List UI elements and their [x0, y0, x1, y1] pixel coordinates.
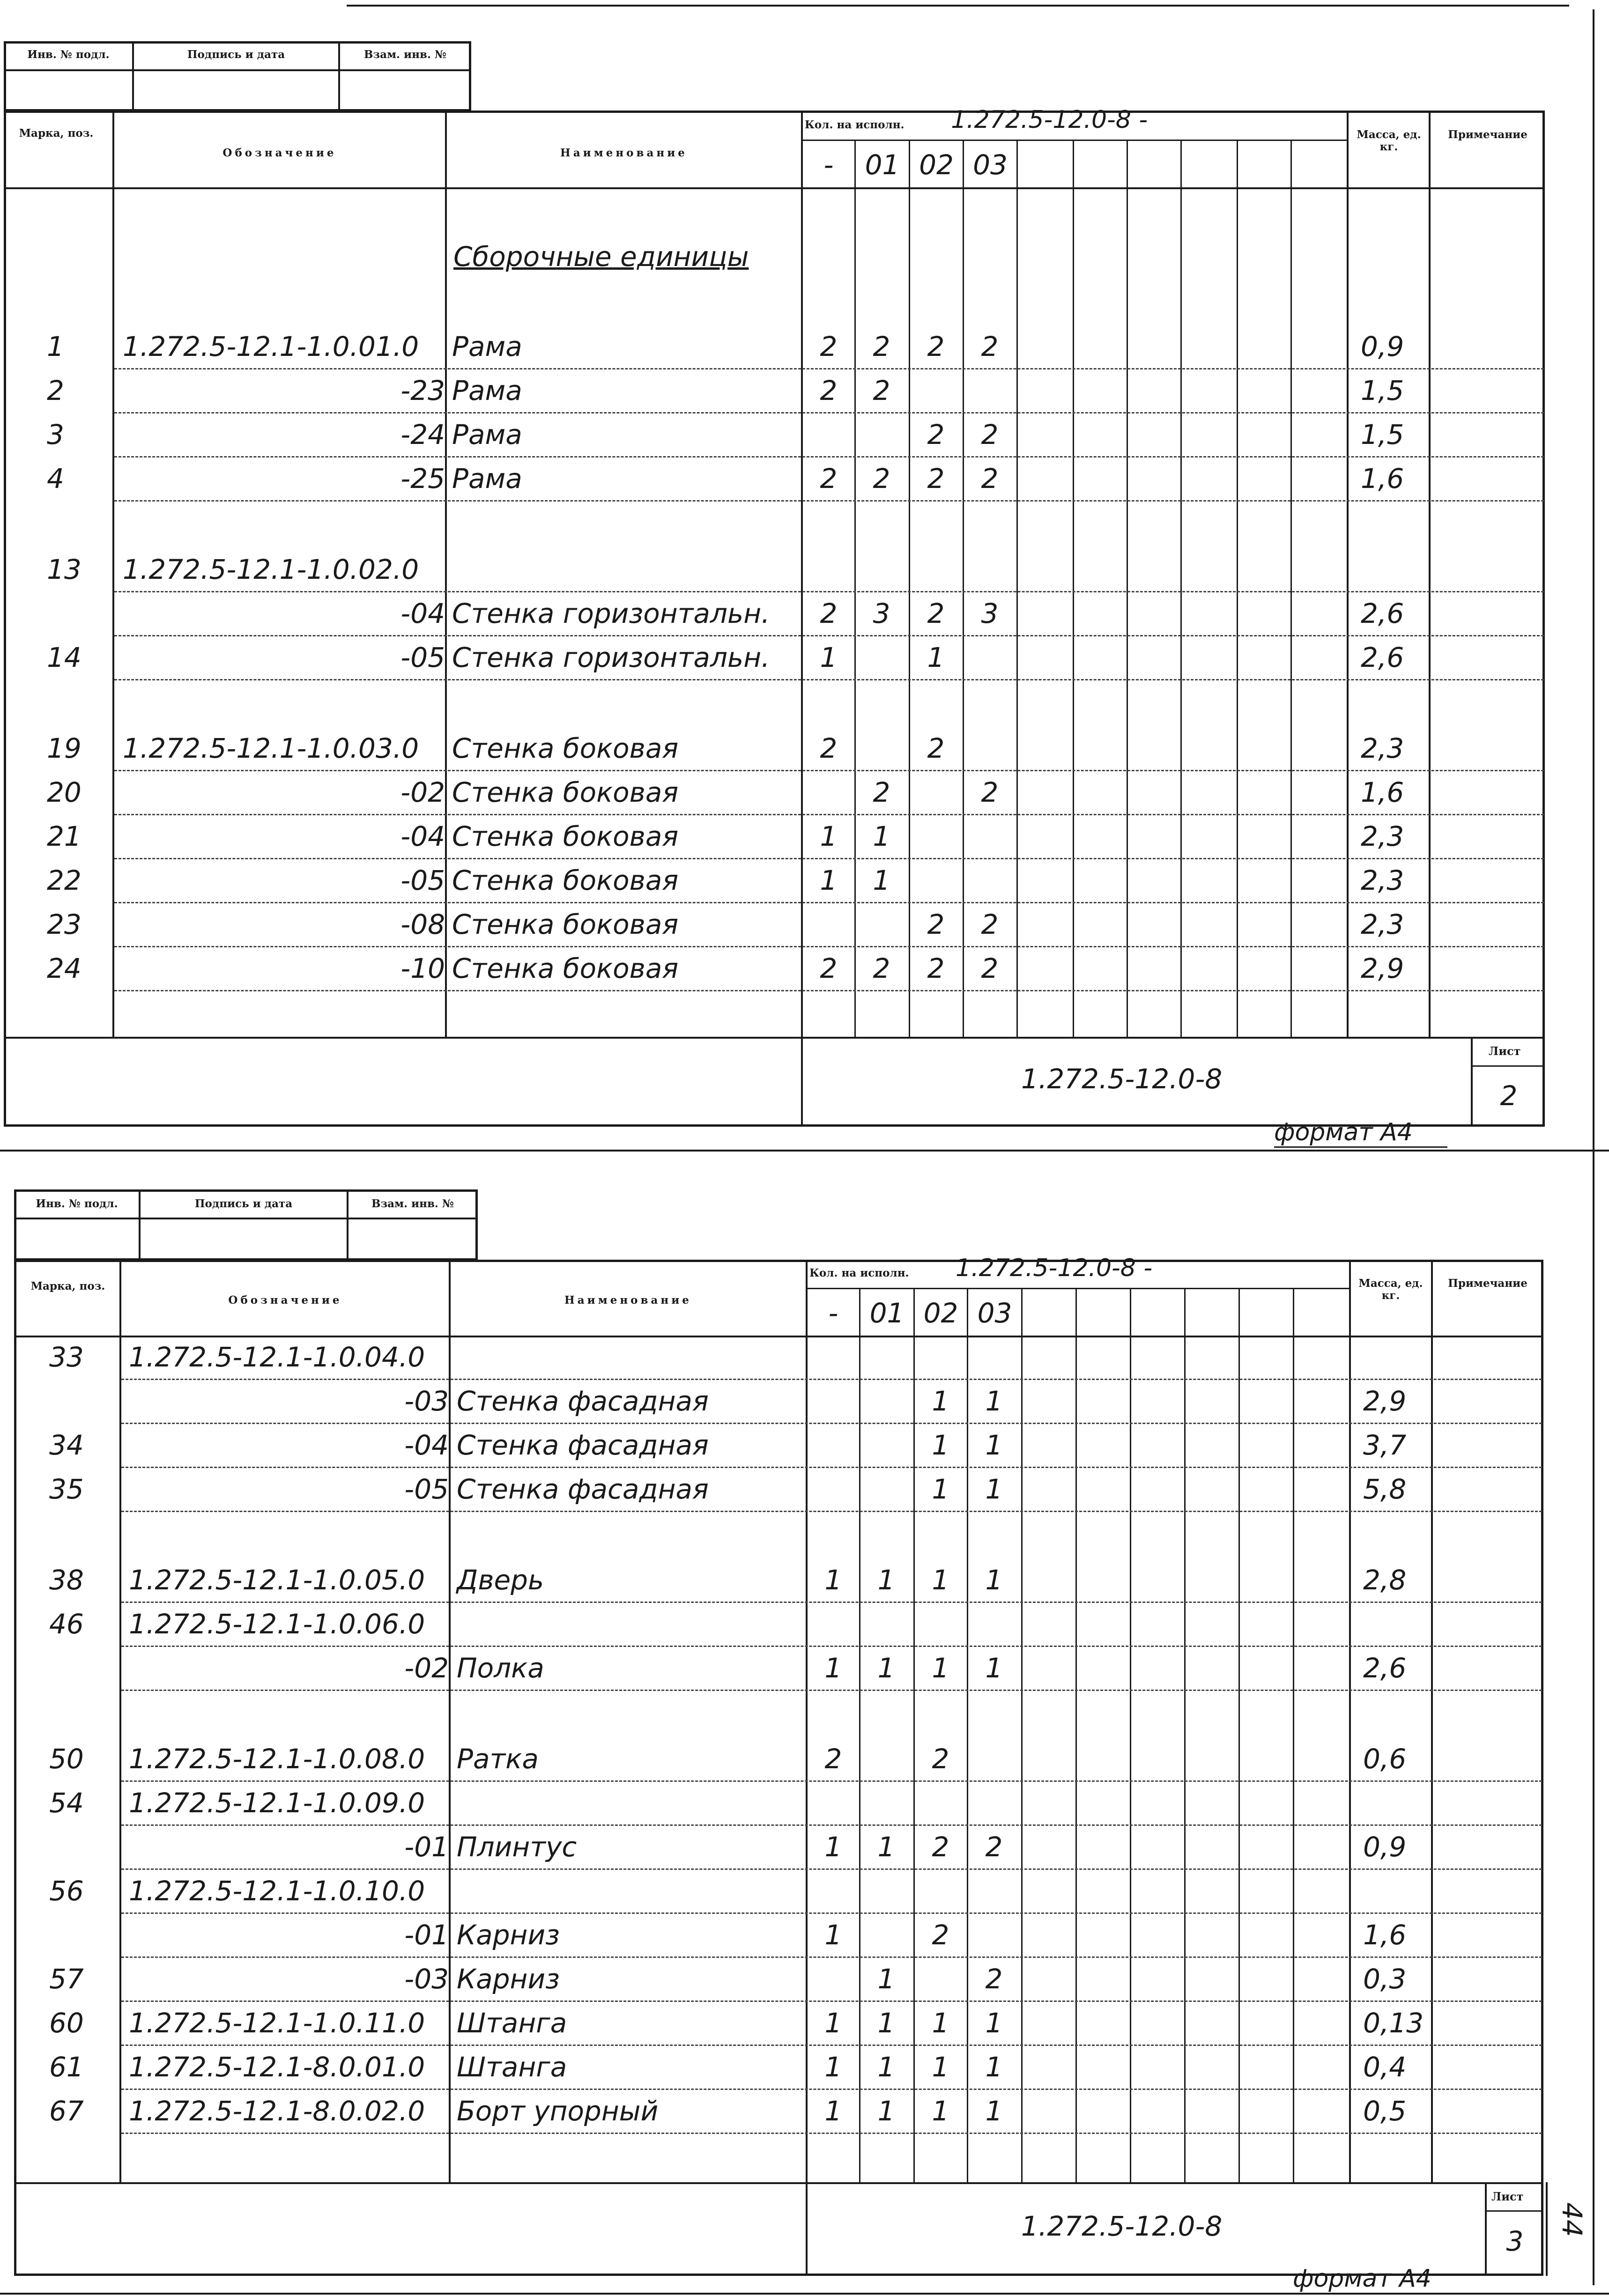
table-row [0, 774, 1609, 816]
row-mark: 56 [49, 1875, 84, 1907]
table-row [0, 1784, 1609, 1826]
row-mark: 20 [47, 776, 82, 808]
header-qty: Кол. на исполн. [805, 118, 905, 131]
row-mark: 33 [49, 1341, 84, 1373]
row-code: 1.272.5-12.1-1.0.09.0 [129, 1787, 425, 1819]
row-qty-3: 2 [985, 1831, 1003, 1863]
row-qty-1: 1 [877, 1564, 895, 1596]
table-row [0, 328, 1609, 370]
header-designation-2: Обозначение [228, 1294, 342, 1307]
table-row [0, 1872, 1609, 1914]
row-name: Полка [457, 1652, 544, 1684]
row-code: 1.272.5-12.1-1.0.08.0 [129, 1743, 425, 1775]
table-row [0, 1426, 1609, 1469]
table-row [0, 950, 1609, 992]
row-qty-2: 1 [932, 1429, 949, 1461]
row-qty-1: 3 [873, 598, 890, 629]
doc-code-1: 1.272.5-12.0-8 [1021, 1063, 1223, 1095]
table-row [0, 639, 1609, 681]
header-designation: Обозначение [222, 147, 337, 159]
row-qty-2: 2 [932, 1743, 949, 1775]
row-qty-2: 2 [927, 463, 945, 495]
row-code: 1.272.5-12.1-8.0.02.0 [129, 2095, 425, 2127]
table-row [0, 1382, 1609, 1425]
row-qty-2: 1 [932, 1564, 949, 1596]
row-name: Борт упорный [457, 2095, 659, 2127]
row-mass: 2,3 [1361, 864, 1404, 896]
table-row [0, 1828, 1609, 1870]
row-qty-3: 2 [981, 776, 999, 808]
row-code-suffix: -03 [404, 1963, 449, 1995]
row-qty-1: 2 [873, 952, 890, 984]
table-row [0, 906, 1609, 948]
header-qty-code: 1.272.5-12.0-8 - [951, 106, 1148, 134]
row-mass: 1,5 [1361, 375, 1404, 406]
table-row [0, 818, 1609, 860]
header-mass-2: Масса, ед. кг. [1358, 1277, 1423, 1302]
row-qty-1: 2 [873, 375, 890, 406]
row-qty-1: 1 [873, 820, 890, 852]
row-qty-0: 2 [820, 331, 838, 362]
row-qty-0: 1 [820, 820, 838, 852]
row-mass: 2,6 [1361, 642, 1404, 673]
row-name: Стенка боковая [452, 732, 679, 764]
row-qty-1: 2 [873, 776, 890, 808]
row-mass: 0,3 [1363, 1963, 1407, 1995]
row-name: Стенка боковая [452, 820, 679, 852]
row-code-suffix: -05 [400, 864, 445, 896]
row-qty-0: 1 [824, 1919, 842, 1951]
row-qty-3: 1 [985, 2051, 1003, 2083]
row-qty-0: 1 [824, 2007, 842, 2039]
header-mark: Марка, поз. [19, 127, 94, 140]
row-qty-1: 1 [877, 1652, 895, 1684]
table-row [0, 551, 1609, 593]
variant-01: 01 [865, 149, 900, 181]
row-mass: 1,6 [1363, 1919, 1407, 1951]
row-code: 1.272.5-12.1-1.0.05.0 [129, 1564, 425, 1596]
row-code: 1.272.5-12.1-8.0.01.0 [129, 2051, 425, 2083]
header-mark-2: Марка, поз. [30, 1280, 105, 1292]
row-qty-2: 1 [932, 1385, 949, 1417]
row-mass: 0,4 [1363, 2051, 1407, 2083]
row-name: Стенка боковая [452, 776, 679, 808]
row-name: Рама [452, 375, 522, 406]
row-mark: 35 [49, 1473, 84, 1505]
row-qty-1: 2 [873, 331, 890, 362]
row-mark: 46 [49, 1608, 84, 1640]
row-qty-3: 1 [985, 2095, 1003, 2127]
row-name: Карниз [457, 1963, 560, 1995]
table-row [0, 2048, 1609, 2090]
row-mass: 1,6 [1361, 776, 1404, 808]
row-qty-2: 2 [932, 1919, 949, 1951]
side-page-mark: 44 [1556, 2202, 1588, 2237]
table-row [0, 730, 1609, 772]
row-mark: 21 [47, 820, 82, 852]
row-code-suffix: -25 [400, 463, 445, 495]
row-qty-1: 1 [877, 1831, 895, 1863]
row-name: Стенка горизонтальн. [452, 598, 770, 629]
row-code-suffix: -02 [404, 1652, 449, 1684]
row-qty-2: 1 [932, 1473, 949, 1505]
row-mass: 1,6 [1361, 463, 1404, 495]
sheet-label-2: Лист [1491, 2190, 1524, 2203]
stamp-replace-label-2: Взам. инв. № [371, 1197, 454, 1210]
row-name: Стенка горизонтальн. [452, 642, 770, 673]
table-row [0, 1605, 1609, 1647]
table-row [0, 1649, 1609, 1691]
row-mass: 2,8 [1363, 1564, 1407, 1596]
row-name: Стенка боковая [452, 864, 679, 896]
table-row [0, 416, 1609, 458]
sheet-2 [0, 1171, 1609, 2295]
row-qty-1: 1 [877, 2095, 895, 2127]
variant-03: 03 [973, 149, 1008, 181]
row-mark: 50 [49, 1743, 84, 1775]
row-qty-2: 1 [932, 2007, 949, 2039]
header-qty-2: Кол. на исполн. [809, 1267, 909, 1279]
row-mark: 60 [49, 2007, 84, 2039]
table-row [0, 1470, 1609, 1513]
section-title: Сборочные единицы [453, 241, 749, 273]
row-qty-3: 1 [985, 1564, 1003, 1596]
row-mark: 2 [47, 375, 64, 406]
row-name: Стенка фасадная [457, 1385, 709, 1417]
row-name: Штанга [457, 2007, 567, 2039]
row-qty-0: 1 [820, 864, 838, 896]
row-qty-2: 2 [927, 598, 945, 629]
row-mass: 0,9 [1363, 1831, 1407, 1863]
doc-code-2: 1.272.5-12.0-8 [1021, 2210, 1223, 2242]
header-qty-code-2: 1.272.5-12.0-8 - [956, 1254, 1153, 1282]
row-qty-0: 1 [820, 642, 838, 673]
row-qty-3: 1 [985, 1429, 1003, 1461]
header-note-2: Примечание [1448, 1277, 1527, 1290]
row-qty-0: 2 [820, 463, 838, 495]
row-qty-3: 1 [985, 1473, 1003, 1505]
sheet-number-1: 2 [1500, 1080, 1518, 1112]
row-mass: 0,5 [1363, 2095, 1407, 2127]
row-qty-0: 1 [824, 1652, 842, 1684]
sheet-number-2: 3 [1506, 2225, 1524, 2257]
row-qty-2: 2 [927, 908, 945, 940]
row-qty-0: 1 [824, 2095, 842, 2127]
variant-03-2: 03 [977, 1297, 1012, 1329]
row-qty-2: 2 [927, 952, 945, 984]
table-row [0, 2092, 1609, 2134]
table-row [0, 1561, 1609, 1603]
header-name-2: Наименование [564, 1294, 692, 1307]
row-qty-2: 1 [932, 1652, 949, 1684]
row-code: 1.272.5-12.1-1.0.06.0 [129, 1608, 425, 1640]
row-qty-0: 2 [820, 952, 838, 984]
table-row [0, 1960, 1609, 2002]
row-mass: 1,5 [1361, 419, 1404, 450]
row-code-suffix: -03 [404, 1385, 449, 1417]
row-mass: 2,3 [1361, 732, 1404, 764]
row-qty-3: 2 [981, 331, 999, 362]
format-label-2: формат А4 [1293, 2265, 1431, 2293]
row-qty-3: 2 [981, 908, 999, 940]
row-qty-0: 2 [820, 598, 838, 629]
row-mass: 0,9 [1361, 331, 1404, 362]
row-mass: 2,6 [1363, 1652, 1407, 1684]
row-qty-3: 1 [985, 1385, 1003, 1417]
sheet-label-1: Лист [1489, 1044, 1521, 1058]
row-qty-2: 1 [927, 642, 945, 673]
table-row [0, 1916, 1609, 1958]
row-qty-0: 2 [824, 1743, 842, 1775]
row-code: 1.272.5-12.1-1.0.03.0 [123, 732, 419, 764]
row-qty-1: 2 [873, 463, 890, 495]
stamp-inv-label-2: Инв. № подл. [36, 1197, 118, 1210]
row-mark: 61 [49, 2051, 84, 2083]
row-name: Карниз [457, 1919, 560, 1951]
row-name: Стенка фасадная [457, 1429, 709, 1461]
row-name: Стенка боковая [452, 952, 679, 984]
row-mark: 19 [47, 732, 82, 764]
row-code: 1.272.5-12.1-1.0.10.0 [129, 1875, 425, 1907]
stamp-inv-label: Инв. № подл. [27, 48, 110, 61]
row-mark: 38 [49, 1564, 84, 1596]
row-name: Стенка боковая [452, 908, 679, 940]
row-code-suffix: -05 [400, 642, 445, 673]
header-note: Примечание [1448, 128, 1527, 141]
row-code-suffix: -23 [400, 375, 445, 406]
row-qty-2: 1 [932, 2051, 949, 2083]
row-code: 1.272.5-12.1-1.0.01.0 [123, 331, 419, 362]
row-qty-0: 2 [820, 732, 838, 764]
table-row [0, 2004, 1609, 2046]
row-mass: 2,3 [1361, 820, 1404, 852]
row-qty-3: 1 [985, 2007, 1003, 2039]
variant-02-2: 02 [923, 1297, 958, 1329]
row-mass: 5,8 [1363, 1473, 1407, 1505]
row-mass: 2,9 [1363, 1385, 1407, 1417]
page-edge-line [1593, 9, 1594, 2285]
format-label-1: формат А4 [1274, 1118, 1413, 1146]
stamp-sign-label: Подпись и дата [187, 48, 285, 61]
row-mark: 57 [49, 1963, 84, 1995]
row-qty-3: 3 [981, 598, 999, 629]
variant-base: - [823, 149, 834, 181]
row-qty-3: 2 [985, 1963, 1003, 1995]
row-code-suffix: -01 [404, 1831, 449, 1863]
variant-base-2: - [828, 1297, 838, 1329]
row-code-suffix: -01 [404, 1919, 449, 1951]
row-qty-2: 2 [927, 331, 945, 362]
row-name: Штанга [457, 2051, 567, 2083]
row-mark: 4 [47, 463, 64, 495]
row-mark: 54 [49, 1787, 84, 1819]
row-mark: 13 [47, 554, 82, 585]
row-code-suffix: -08 [400, 908, 445, 940]
row-qty-0: 1 [824, 1564, 842, 1596]
row-code: 1.272.5-12.1-1.0.02.0 [123, 554, 419, 585]
row-code-suffix: -04 [400, 598, 445, 629]
row-qty-1: 1 [873, 864, 890, 896]
row-mark: 23 [47, 908, 82, 940]
row-qty-3: 2 [981, 463, 999, 495]
row-qty-2: 2 [932, 1831, 949, 1863]
header-name: Наименование [560, 147, 688, 159]
row-code-suffix: -04 [404, 1429, 449, 1461]
row-code-suffix: -05 [404, 1473, 449, 1505]
row-mark: 14 [47, 642, 82, 673]
row-mass: 0,6 [1363, 1743, 1407, 1775]
row-code-suffix: -04 [400, 820, 445, 852]
row-name: Рама [452, 463, 522, 495]
table-row [0, 595, 1609, 637]
row-qty-2: 2 [927, 732, 945, 764]
row-name: Рама [452, 419, 522, 450]
table-row [0, 1338, 1609, 1381]
row-mark: 3 [47, 419, 64, 450]
row-qty-1: 1 [877, 1963, 895, 1995]
header-mass: Масса, ед. кг. [1357, 128, 1421, 153]
row-mass: 3,7 [1363, 1429, 1407, 1461]
row-name: Ратка [457, 1743, 539, 1775]
row-mark: 34 [49, 1429, 84, 1461]
row-code: 1.272.5-12.1-1.0.11.0 [129, 2007, 425, 2039]
row-name: Рама [452, 331, 522, 362]
row-mass: 2,6 [1361, 598, 1404, 629]
row-qty-3: 2 [981, 952, 999, 984]
row-code: 1.272.5-12.1-1.0.04.0 [129, 1341, 425, 1373]
table-row [0, 372, 1609, 414]
row-qty-3: 2 [981, 419, 999, 450]
row-qty-3: 1 [985, 1652, 1003, 1684]
row-mark: 1 [47, 331, 64, 362]
row-code-suffix: -02 [400, 776, 445, 808]
row-mass: 2,9 [1361, 952, 1404, 984]
variant-01-2: 01 [869, 1297, 905, 1329]
stamp-sign-label-2: Подпись и дата [194, 1197, 293, 1210]
row-name: Стенка фасадная [457, 1473, 709, 1505]
row-mark: 67 [49, 2095, 84, 2127]
row-qty-0: 1 [824, 2051, 842, 2083]
variant-02: 02 [919, 149, 954, 181]
row-name: Плинтус [457, 1831, 577, 1863]
row-name: Дверь [457, 1564, 544, 1596]
row-mark: 24 [47, 952, 82, 984]
table-row [0, 1740, 1609, 1782]
row-mass: 2,3 [1361, 908, 1404, 940]
row-code-suffix: -10 [400, 952, 445, 984]
row-qty-2: 2 [927, 419, 945, 450]
table-row [0, 460, 1609, 502]
row-qty-0: 2 [820, 375, 838, 406]
row-code-suffix: -24 [400, 419, 445, 450]
row-qty-1: 1 [877, 2007, 895, 2039]
row-qty-2: 1 [932, 2095, 949, 2127]
row-mass: 0,13 [1363, 2007, 1424, 2039]
row-qty-1: 1 [877, 2051, 895, 2083]
row-qty-0: 1 [824, 1831, 842, 1863]
row-mark: 22 [47, 864, 82, 896]
stamp-replace-label: Взам. инв. № [364, 48, 446, 61]
table-row [0, 862, 1609, 904]
